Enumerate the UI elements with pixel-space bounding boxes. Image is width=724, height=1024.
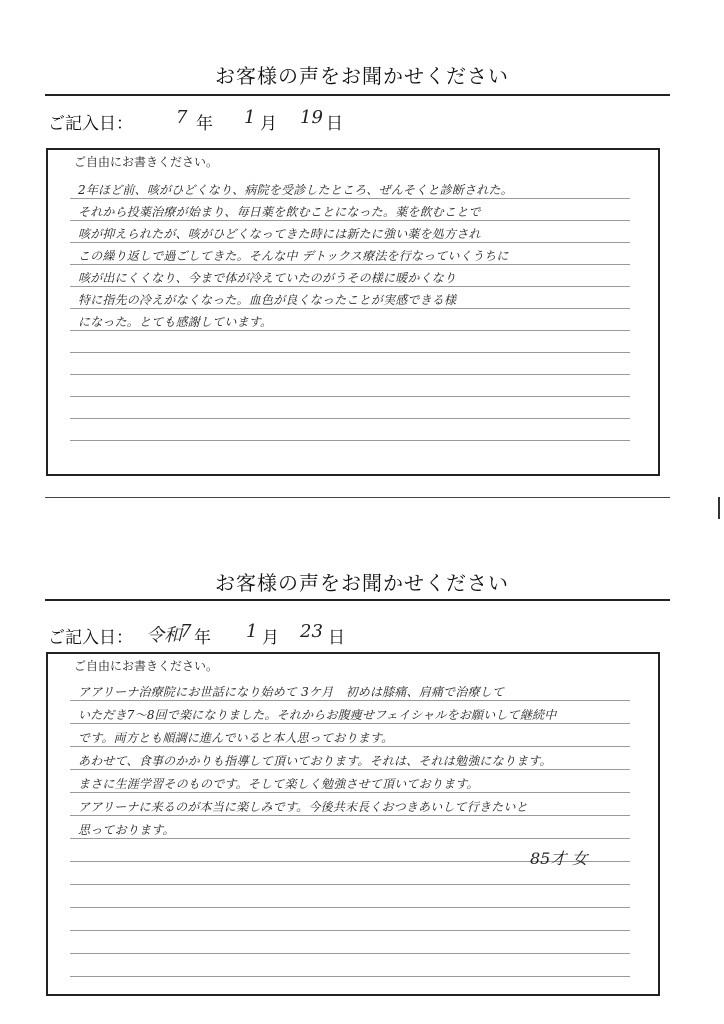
handwritten-line: アアリーナに来るのが本当に楽しみです。今後共末長くおつきあいして行きたいと [78, 800, 528, 814]
ruled-line [70, 352, 630, 353]
ruled-line [70, 286, 630, 287]
ruled-line [70, 264, 630, 265]
date-year-unit: 年 [196, 114, 213, 134]
date-year: 7 [176, 107, 188, 128]
ruled-line [70, 220, 630, 221]
page-separator [45, 497, 670, 498]
comment-box [46, 652, 660, 996]
ruled-line [70, 907, 630, 908]
ruled-line [70, 242, 630, 243]
ruled-line [70, 792, 630, 793]
date-year: 7 [180, 621, 192, 642]
handwritten-line: 2年ほど前、咳がひどくなり、病院を受診したところ、ぜんそくと診断された。 [78, 183, 513, 197]
ruled-line [70, 374, 630, 375]
handwritten-line: 特に指先の冷えがなくなった。血色が良くなったことが実感できる様 [78, 293, 457, 307]
title-rule [45, 599, 670, 601]
comment-box [46, 148, 660, 476]
handwritten-line: です。両方とも順調に進んでいると本人思っております。 [78, 731, 394, 745]
ruled-line [70, 769, 630, 770]
date-month-unit: 月 [262, 628, 279, 648]
card-title: お客様の声をお聞かせください [215, 64, 509, 88]
ruled-line [70, 396, 630, 397]
date-row [48, 621, 648, 651]
ruled-line [70, 330, 630, 331]
date-label: ご記入日： [48, 114, 133, 134]
card-title: お客様の声をお聞かせください [215, 571, 509, 595]
ruled-line [70, 953, 630, 954]
handwritten-line: 咳が抑えられたが、咳がひどくなってきた時には新たに強い薬を処方され [78, 227, 481, 241]
ruled-line [70, 700, 630, 701]
title-rule [45, 94, 670, 96]
handwritten-line: アアリーナ治療院にお世話になり始めて 3ケ月 初めは膝痛、肩痛で治療して [78, 685, 505, 699]
comment-box-label: ご自由にお書きください。 [74, 155, 219, 169]
ruled-line [70, 723, 630, 724]
ruled-line [70, 884, 630, 885]
scan-edge-mark [718, 497, 720, 519]
date-label: ご記入日： [48, 628, 133, 648]
handwritten-line: 思っております。 [78, 823, 175, 837]
ruled-line [70, 746, 630, 747]
date-month-unit: 月 [260, 114, 277, 134]
handwritten-line: になった。とても感謝しています。 [78, 315, 273, 329]
comment-box-label: ご自由にお書きください。 [74, 659, 219, 673]
date-year-unit: 年 [194, 628, 211, 648]
handwritten-line: 咳が出にくくなり、今まで体が冷えていたのがうその様に暖かくなり [78, 271, 457, 285]
date-day: 23 [300, 621, 323, 642]
ruled-line [70, 815, 630, 816]
handwritten-line: それから投薬治療が始まり、毎日薬を飲むことになった。薬を飲むことで [78, 205, 481, 219]
ruled-line [70, 976, 630, 977]
date-day-unit: 日 [328, 628, 345, 648]
date-day: 19 [300, 107, 323, 128]
ruled-line [70, 930, 630, 931]
ruled-line [70, 440, 630, 441]
customer-signature: 85才 女 [530, 849, 588, 868]
handwritten-line: この繰り返しで過ごしてきた。そんな中 デトックス療法を行なっていくうちに [78, 249, 509, 263]
date-era: 令和 [146, 625, 182, 646]
handwritten-line: いただき7〜8回で楽になりました。それからお腹痩せフェイシャルをお願いして継続中 [78, 708, 557, 722]
date-month: 1 [244, 107, 256, 128]
ruled-line [70, 418, 630, 419]
date-row [48, 107, 648, 137]
ruled-line [70, 838, 630, 839]
date-month: 1 [246, 621, 258, 642]
handwritten-line: まさに生涯学習そのものです。そして楽しく勉強させて頂いております。 [78, 777, 479, 791]
ruled-line [70, 308, 630, 309]
date-day-unit: 日 [326, 114, 343, 134]
handwritten-line: あわせて、食事のかかりも指導して頂いております。それは、それは勉強になります。 [78, 754, 552, 768]
ruled-line [70, 198, 630, 199]
